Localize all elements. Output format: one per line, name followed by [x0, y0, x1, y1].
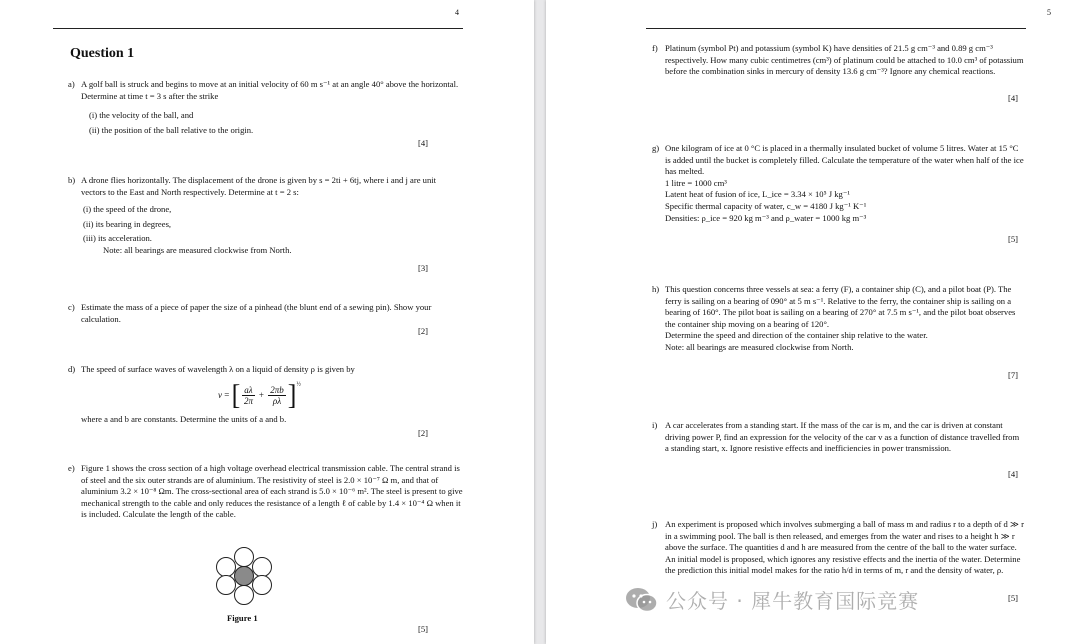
marks: [4] [1008, 469, 1019, 479]
part-g [652, 143, 1024, 224]
part-label: h) [652, 284, 660, 294]
part-h [652, 284, 1024, 354]
part-a [68, 79, 460, 139]
marks: [7] [1008, 370, 1019, 380]
part-d [68, 364, 460, 376]
wave-speed-formula: v = [ $\frac{a\lambda}{2\pi}$ + $\frac{2\pi b}{\rho\lambda}$ ] ½ [218, 378, 301, 411]
part-text: This question concerns three vessels at sea: a ferry (F), a container ship (C), and a pilot boat (P). The ferry is sailing on a bearing of 090° at 5 m s⁻¹. Relative to the ferry, the container ship is sailing on a bearing of 160°. The pilot boat is sailing on a bearing of 270° at 7.5 m s⁻¹, and the pilot boat observes the container ship moving on a bearing of 120°. [665, 284, 1016, 329]
watermark-text: 公众号 · 犀牛教育国际竞赛 [666, 589, 920, 613]
page-number: 5 [1047, 8, 1051, 17]
aluminium-strand [217, 558, 236, 577]
part-label: i) [652, 420, 658, 430]
marks: [5] [1008, 234, 1019, 244]
data-line: 1 litre = 1000 cm³ [665, 177, 727, 188]
question-title: Question 1 [70, 46, 135, 61]
wechat-icon [624, 586, 660, 614]
part-label: c) [68, 302, 75, 312]
sub-item: (iii) its acceleration. [83, 233, 152, 244]
page-4 [0, 0, 534, 644]
data-line: Densities: ρ_ice = 920 kg m⁻³ and ρ_water = 1000 kg m⁻³ [665, 212, 867, 223]
marks: [5] [1008, 593, 1019, 603]
steel-strand [235, 567, 254, 586]
part-label: e) [68, 463, 75, 473]
sub-item: (ii) its bearing in degrees, [83, 218, 172, 229]
marks: [2] [418, 428, 429, 438]
part-f [652, 43, 1024, 78]
marks: [4] [1008, 93, 1019, 103]
cable-cross-section-figure [212, 547, 276, 605]
part-question: Determine the speed and direction of the container ship relative to the water. [665, 330, 928, 341]
part-i [652, 420, 1024, 455]
marks: [3] [418, 263, 429, 273]
part-label: d) [68, 364, 76, 374]
aluminium-strand [217, 576, 236, 595]
watermark [624, 585, 919, 614]
part-j [652, 519, 1024, 577]
header-rule [646, 28, 1026, 29]
note: Note: all bearings are measured clockwise from North. [103, 244, 292, 255]
part-label: a) [68, 79, 75, 89]
sub-item: (ii) the position of the ball relative to the origin. [89, 124, 254, 135]
part-label: g) [652, 143, 660, 153]
part-text: Estimate the mass of a piece of paper the size of a pinhead (the blunt end of a sewing pin). Show your calculation. [81, 302, 432, 324]
header-rule [53, 28, 463, 29]
part-text: A drone flies horizontally. The displacement of the drone is given by s = 2ti + 6tj, where i and j are unit vectors to the East and North respectively. Determine at t = 2 s: [81, 175, 437, 197]
note: Note: all bearings are measured clockwise from North. [665, 341, 854, 352]
part-text: Platinum (symbol Pt) and potassium (symbol K) have densities of 21.5 g cm⁻³ and 0.89 g cm⁻³ respectively. How many cubic centimetres (cm³) of platinum could be attached to 10.0 cm³ of potassium before the combination sinks in mercury of density 13.6 g cm⁻³? Ignore any chemical reactions. [665, 43, 1024, 77]
marks: [5] [418, 624, 429, 634]
part-label: b) [68, 175, 76, 185]
part-e [68, 463, 464, 521]
aluminium-strand [235, 548, 254, 567]
part-label: f) [652, 43, 658, 53]
sub-item: (i) the velocity of the ball, and [89, 110, 194, 121]
part-text: Figure 1 shows the cross section of a high voltage overhead electrical transmission cable. The central strand is of steel and the six outer strands are of aluminium. The resistivity of steel is 2.0 × 10⁻⁷ Ω m, and that of aluminium 3.2 × 10⁻⁸ Ωm. The cross-sectional area of each strand is 5.0 × 10⁻⁶ m². The steel is present to give mechanical strength to the cable and only reduces the resistance of a length ℓ of cable by 1.4 × 10⁻⁴ Ω when it is included. Calculate the length of the cable. [81, 463, 463, 520]
part-text: A car accelerates from a standing start. If the mass of the car is m, and the car is driven at constant driving power P, find an expression for the velocity of the car v as a function of distance travelled from a standing start, x. Ignore resistive effects and inefficiencies in power transmission. [665, 420, 1020, 454]
part-d-after: where a and b are constants. Determine the units of a and b. [81, 414, 287, 424]
part-c [68, 302, 460, 325]
sub-item: (i) the speed of the drone, [83, 204, 172, 215]
aluminium-strand [253, 558, 272, 577]
marks: [4] [418, 138, 429, 148]
part-b [68, 175, 460, 257]
part-label: j) [652, 519, 658, 529]
aluminium-strand [235, 586, 254, 605]
aluminium-strand [253, 576, 272, 595]
part-text: One kilogram of ice at 0 °C is placed in a thermally insulated bucket of volume 5 litres. Water at 15 °C is added until the bucket is completely filled. Calculate the temperature of the water when half of the ice has melted. [665, 143, 1024, 177]
marks: [2] [418, 326, 429, 336]
part-text: The speed of surface waves of wavelength λ on a liquid of density ρ is given by [81, 364, 355, 374]
figure-caption: Figure 1 [227, 613, 258, 623]
page-5 [546, 0, 1080, 644]
part-text: An experiment is proposed which involves submerging a ball of mass m and radius r to a depth of d ≫ r in a swimming pool. The ball is then released, and emerges from the water and rises to a height h ≫ r above the surface. The quantities d and h are measured from the centre of the ball to the water surface. An initial model is proposed, which ignores any resistive effects and the inertia of the water. Determine the prediction this initial model makes for the ratio h/d in terms of m, r and the density of water, ρ. [665, 519, 1024, 576]
data-line: Latent heat of fusion of ice, L_ice = 3.34 × 10⁵ J kg⁻¹ [665, 189, 850, 200]
page-number: 4 [455, 8, 459, 17]
data-line: Specific thermal capacity of water, c_w = 4180 J kg⁻¹ K⁻¹ [665, 200, 867, 211]
part-text: A golf ball is struck and begins to move at an initial velocity of 60 m s⁻¹ at an angle 40° above the horizontal. Determine at time t = 3 s after the strike [81, 79, 459, 101]
